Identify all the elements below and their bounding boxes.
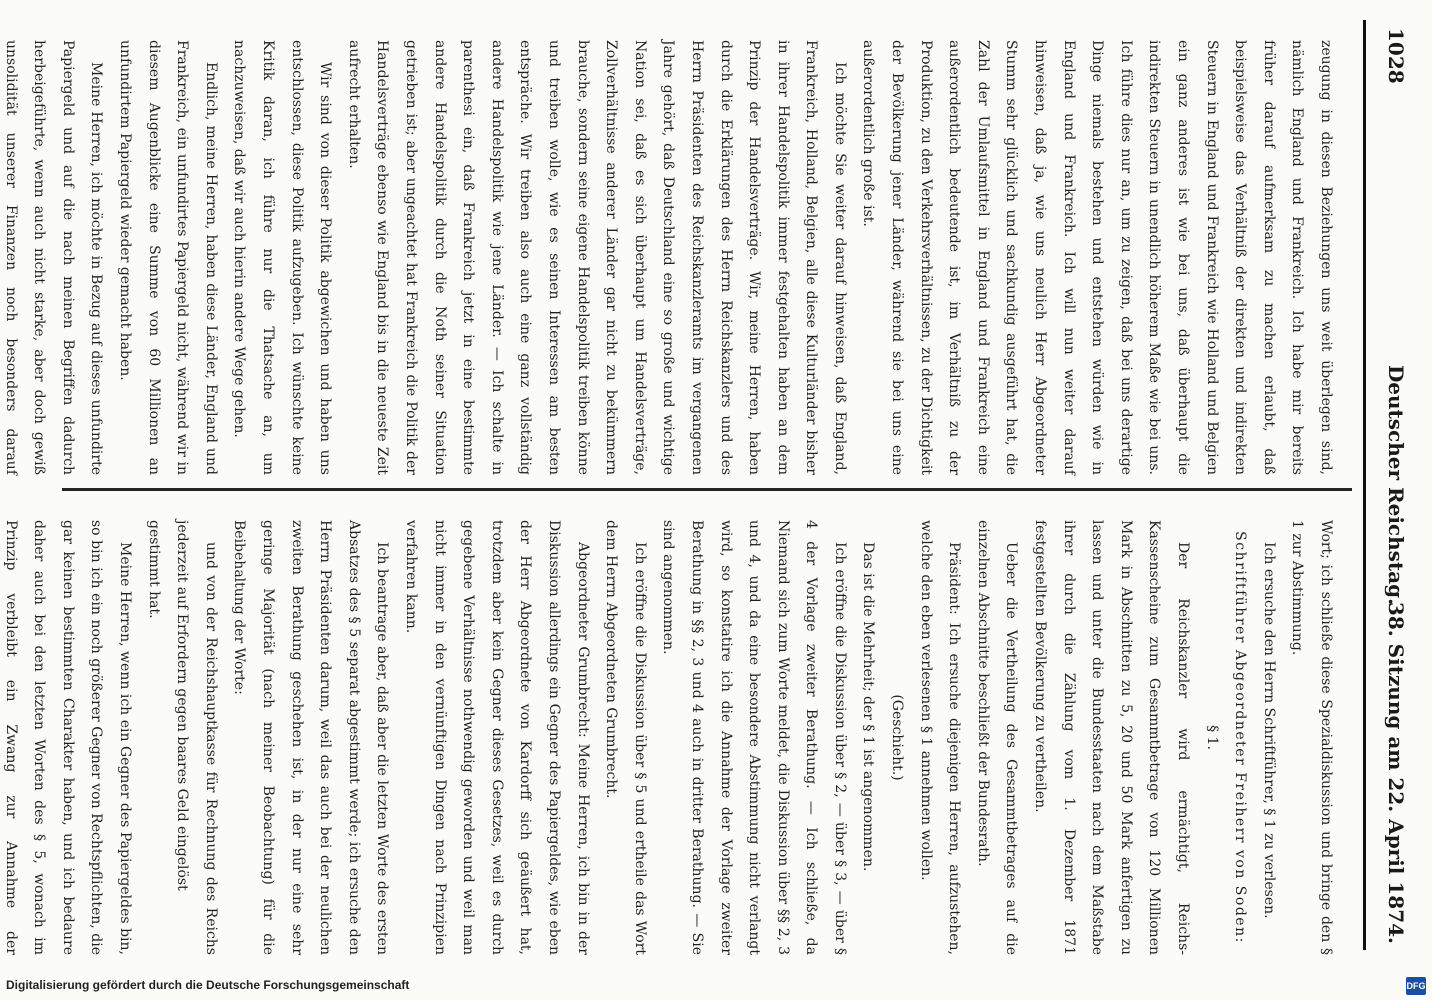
session-line: 38. Sitzung am 22. April 1874. bbox=[1384, 601, 1408, 944]
digitization-footer bbox=[0, 974, 1432, 1000]
paragraph: Das ist die Mehrheit; der § 1 ist angenommen. bbox=[860, 542, 877, 872]
law-text: Ueber die Vertheilung des Gesammtbetrages auf die einzelnen Abschnitte beschließt der Bundesrath. bbox=[974, 520, 1020, 955]
paragraph: Ich ersuche den Herrn Schriftführer, § 1 zu verlesen. bbox=[1260, 542, 1277, 919]
paragraph: Wir sind von dieser Politik abgewichen und haben uns entschlossen, diese Politik aufzugeben. Ich wünschte keine Kritik daran, ich führe nur die Thatsache an, um nachzuweisen, daß wir auch hierin andere Wege gehen. bbox=[231, 40, 334, 475]
paragraph: zeugung in diesen Beziehungen uns weit überlegen sind, nämlich England und Frankreich. Ich habe mir bereits früher darauf aufmerksam zu machen erlaubt, daß beispielsweise das Verhältniß der direkten und indirekten Steuern in England und Frankreich wie Holland und Belgien ein ganz anderes ist wie bei uns, daß überhaupt die indirekten Steuern in unendlich höherem Maße wie bei uns. Ich führe dies nur an, um zu zeigen, daß bei uns derartige Dinge niemals bestehen und entstehen würden wie in England und Frankreich. Ich will nun weiter darauf hinweisen, daß ja, wie uns neulich Herr Abgeordneter Stumm sehr glücklich und sachkundig ausgeführt hat, die Zahl der Umlaufsmittel in England und Frankreich eine außerordentlich bedeutende ist, im Verhältniß zu der Produktion, zu den Verkehrsverhältnissen, zu der Dichtigkeit der Bevölkerung jener Länder, während sie bei uns eine außerordentlich große ist. bbox=[860, 40, 1334, 475]
quoted-text: und von der Reichshauptkasse für Rechnung des Reichs jederzeit auf Erfordern gegen baares Geld eingelöst bbox=[174, 520, 219, 955]
paragraph: Wort; ich schließe diese Spezialdiskussion und bringe den § 1 zur Abstimmung. bbox=[1289, 520, 1334, 955]
speaker-paragraph: Präsident: Ich ersuche diejenigen Herren, aufzustehen, welche den eben verlesenen § 1 annehmen wollen. bbox=[917, 520, 963, 955]
paragraph: Endlich, meine Herren, haben diese Länder, England und Frankreich, ein unfundirtes Papiergeld nicht, während wir in diesem Augenblicke eine Summe von 60 Millionen an unfundirtem Papiergeld wieder gemacht haben. bbox=[117, 40, 219, 475]
paragraph: Ich beantrage aber, daß aber die letzten Worte des ersten Absatzes des § 5 separat abgestimmt werde; ich ersuche den Herrn Präsidenten darum, weil das auch bei der neulichen zweiten Berathung geschehen ist, in der nur eine sehr geringe Majorität (nach meiner Beobachtung) für die Beibehaltung der Worte: bbox=[231, 520, 391, 955]
section-heading: § 1. bbox=[1203, 725, 1220, 750]
interjection: (Geschieht.) bbox=[889, 694, 906, 781]
paragraph: Ich eröffne die Diskussion über § 2, — über § 3, — über § 4 der Vorlage zweiter Berathung. — Ich schließe, da Niemand sich zum Worte meldet, die Diskussion über §§ 2, 3 und 4, und da eine besondere Abstimmung nicht verlangt wird, so konstatire ich die Annahme der Vorlage zweiter Berathung in §§ 2, 3 und 4 auch in dritter Berathung. — Sie sind angenommen. bbox=[660, 520, 848, 955]
right-column bbox=[0, 520, 1340, 955]
dfg-logo-icon: DFG bbox=[1406, 977, 1426, 995]
paragraph: Meine Herren, wenn ich ein Gegner des Papiergeldes bin, so bin ich ein noch größerer Gegner von Rechtspflichten, die gar keinen bestimmten Charakter haben, und ich bedaure daher auch bei den letzten Worten des § 5, wonach im Prinzip verbleibt ein Zwang zur Annahme der bbox=[2, 520, 134, 955]
page-number: 1028 bbox=[1384, 28, 1408, 84]
column-divider bbox=[62, 488, 1352, 491]
funding-credit: Digitalisierung gefördert durch die Deutsche Forschungsgemeinschaft bbox=[6, 978, 410, 992]
paragraph: Ich möchte Sie weiter darauf hinweisen, daß England, Frankreich, Holland, Belgien, alle diese Kulturländer bisher in ihrer Handelspolitik immer festgehalten haben an dem Prinzip der Handelsverträge. Wir, meine Herren, haben durch die Erklärungen des Herrn Reichskanzlers und des Herrn Präsidenten des Reichskanzleramts im vergangenen Jahre gehört, daß Deutschland eine so große und wichtige Nation sei, daß es sich überhaupt um Handelsverträge, Zollverhältnisse anderer Länder gar nicht zu bekümmern brauche, sondern seine eigene Handelspolitik treiben könne und treiben wolle, wie es seinen Interessen am besten entspräche. Wir treiben also auch eine ganz vollständig andere Handelspolitik wie jene Länder. — Ich schalte in parenthesi ein, daß Frankreich jetzt in eine bestimmte andere Handelspolitik durch die Noth seiner Situation getrieben ist; aber ungeachtet hat Frankreich die Politik der Handelsverträge ebenso wie England bis in die neueste Zeit aufrecht erhalten. bbox=[345, 40, 848, 475]
law-text: Der Reichskanzler wird ermächtigt, Reichs-Kassenscheine zum Gesammtbetrage von 120 Millionen Mark in Abschnitten zu 5, 20 und 50 Mark anfertigen zu lassen und unter die Bundesstaaten nach dem Maßstabe ihrer durch die Zählung vom 1. Dezember 1871 festgestellten Bevölkerung zu vertheilen. bbox=[1032, 520, 1192, 955]
left-column bbox=[0, 40, 1340, 475]
page-header bbox=[1363, 20, 1414, 950]
paragraph: gestimmt hat. bbox=[145, 520, 162, 619]
speaker-paragraph: Abgeordneter Grumbrecht: Meine Herren, ich bin in der Diskussion allerdings ein Gegner des Papiergeldes, wie eben der Herr Abgeordnete von Kardorff sich geäußert hat, trotzdem aber kein Gegner dieses Gesetzes, weil es durch gegebene Verhältnisse nothwendig geworden und weil man nicht immer in den vernünftigen Dingen nach Prinzipien verfahren kann. bbox=[403, 520, 591, 955]
paragraph: Ich eröffne die Diskussion über § 5 und ertheile das Wort dem Herrn Abgeordneten Grumbrecht. bbox=[603, 520, 648, 955]
speaker-heading: Schriftführer Abgeordneter Freiherr von Soden: bbox=[1232, 531, 1249, 944]
publication-title: Deutscher Reichstag. bbox=[1384, 364, 1408, 606]
paragraph: Meine Herren, ich möchte in Bezug auf dieses unfundirte Papiergeld und auf die nach meinen Begriffen dadurch herbeigeführte, wenn auch nicht starke, aber doch gewiß unsolidität unserer Finanzen noch besonders darauf bbox=[2, 40, 105, 475]
